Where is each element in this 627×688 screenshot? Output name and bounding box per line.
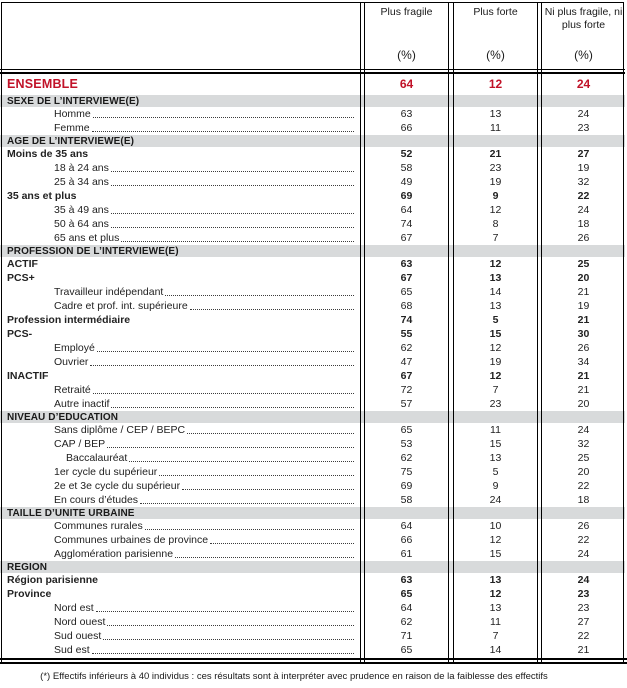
value-cell: 62	[400, 616, 413, 628]
value-cell: 24	[489, 494, 502, 506]
row-label	[0, 644, 362, 656]
row-label	[0, 574, 362, 586]
footnote: (*) Effectifs inférieurs à 40 individus : ces résultats sont à interpréter avec prudence en raison de la faiblesse des effectifs	[40, 671, 548, 682]
table-row	[0, 465, 627, 479]
value-cell: 19	[489, 356, 502, 368]
dotted-leader	[165, 295, 354, 296]
dotted-leader	[111, 227, 354, 228]
border-left-col3	[541, 2, 542, 663]
column-header-plus-forte	[451, 2, 540, 69]
value-cell: 27	[577, 616, 590, 628]
value-cell: 12	[489, 588, 502, 600]
value-cell: 30	[577, 328, 590, 340]
table-row	[0, 189, 627, 203]
table-row	[0, 493, 627, 507]
section-label: PROFESSION DE L’INTERVIEWE(E)	[7, 245, 179, 257]
section-header-row	[0, 561, 625, 573]
ensemble-value-ni-plus: 24	[576, 77, 591, 91]
row-label-text: PCS-	[7, 328, 33, 340]
row-label-text: Communes urbaines de province	[54, 534, 209, 546]
value-cell: 12	[489, 204, 502, 216]
column-label: Ni plus fragile, ni plus forte	[544, 6, 623, 32]
table-row	[0, 231, 627, 245]
value-cell: 21	[577, 370, 590, 382]
value-cell: 66	[400, 534, 413, 546]
value-cell: 49	[400, 176, 413, 188]
dotted-leader	[90, 365, 354, 366]
value-cell: 67	[400, 232, 413, 244]
ensemble-value-plus-fragile: 64	[399, 77, 414, 91]
border-left-col1	[364, 2, 365, 663]
table-row	[0, 423, 627, 437]
row-label	[0, 162, 362, 174]
value-cell: 20	[577, 398, 590, 410]
value-cell: 15	[489, 328, 502, 340]
dotted-leader	[145, 529, 354, 530]
value-cell: 12	[489, 370, 502, 382]
border-right-label-col	[360, 2, 361, 663]
row-label	[0, 480, 362, 492]
row-label-text: 35 à 49 ans	[54, 204, 109, 216]
table-row	[0, 271, 627, 285]
border-top	[1, 2, 624, 3]
dotted-leader	[93, 117, 354, 118]
value-cell: 64	[400, 520, 413, 532]
value-cell: 53	[400, 438, 413, 450]
value-cell: 7	[492, 630, 499, 642]
column-label: Plus forte	[473, 6, 518, 18]
table-row	[0, 203, 627, 217]
value-cell: 21	[489, 148, 502, 160]
border-left-col2	[453, 2, 454, 663]
ensemble-value-plus-forte: 12	[488, 77, 503, 91]
dotted-leader	[187, 433, 354, 434]
value-cell: 14	[489, 644, 502, 656]
row-label-text: 1er cycle du supérieur	[54, 466, 158, 478]
value-cell: 74	[400, 314, 413, 326]
row-label-text: Femme	[54, 122, 90, 134]
value-cell: 22	[577, 190, 590, 202]
value-cell: 12	[489, 258, 502, 270]
value-cell: 65	[400, 644, 413, 656]
value-cell: 19	[577, 300, 590, 312]
value-cell: 21	[577, 314, 590, 326]
row-label	[0, 300, 362, 312]
dotted-leader	[111, 213, 354, 214]
row-label	[0, 286, 362, 298]
value-cell: 65	[400, 424, 413, 436]
row-label-text: Ouvrier	[54, 356, 89, 368]
row-label	[0, 328, 362, 340]
value-cell: 24	[577, 108, 590, 120]
value-cell: 66	[400, 122, 413, 134]
value-cell: 57	[400, 398, 413, 410]
table-header-row	[0, 2, 627, 69]
dotted-leader	[159, 475, 354, 476]
header-sep-thick	[0, 72, 625, 74]
value-cell: 65	[400, 286, 413, 298]
bottom-line-2	[0, 662, 627, 664]
section-label: REGION	[7, 561, 48, 573]
row-label	[0, 452, 362, 464]
row-label-text: ACTIF	[7, 258, 38, 270]
value-cell: 62	[400, 342, 413, 354]
dotted-leader	[190, 309, 354, 310]
value-cell: 11	[490, 424, 501, 436]
value-cell: 67	[400, 272, 413, 284]
row-label-text: 50 à 64 ans	[54, 218, 109, 230]
row-label-text: 35 ans et plus	[7, 190, 77, 202]
row-label-text: Sud est	[54, 644, 90, 656]
value-cell: 21	[577, 286, 590, 298]
value-cell: 10	[489, 520, 502, 532]
table-row	[0, 217, 627, 231]
row-label	[0, 588, 362, 600]
value-cell: 34	[577, 356, 590, 368]
value-cell: 63	[400, 258, 413, 270]
section-label: SEXE DE L’INTERVIEWE(E)	[7, 95, 140, 107]
value-cell: 23	[489, 162, 502, 174]
table-row	[0, 175, 627, 189]
row-label	[0, 258, 362, 270]
row-label	[0, 630, 362, 642]
row-label-text: Agglomération parisienne	[54, 548, 174, 560]
value-cell: 27	[577, 148, 590, 160]
value-cell: 65	[400, 588, 413, 600]
column-header-ni-plus	[540, 2, 627, 69]
dotted-leader	[175, 557, 354, 558]
table-row	[0, 573, 627, 587]
dotted-leader	[129, 461, 354, 462]
section-label: TAILLE D’UNITE URBAINE	[7, 507, 135, 519]
value-cell: 15	[489, 438, 502, 450]
table-row	[0, 327, 627, 341]
row-label-text: Employé	[54, 342, 95, 354]
value-cell: 64	[400, 204, 413, 216]
value-cell: 63	[400, 574, 413, 586]
row-label-text: 65 ans et plus	[54, 232, 120, 244]
row-label	[0, 438, 362, 450]
value-cell: 23	[577, 588, 590, 600]
row-label	[0, 232, 362, 244]
value-cell: 5	[492, 314, 499, 326]
row-label	[0, 314, 362, 326]
value-cell: 11	[490, 122, 501, 134]
value-cell: 13	[489, 452, 502, 464]
row-label-text: PCS+	[7, 272, 35, 284]
row-label	[0, 176, 362, 188]
value-cell: 18	[577, 494, 590, 506]
value-cell: 32	[577, 438, 590, 450]
row-label-text: Sud ouest	[54, 630, 102, 642]
row-label	[0, 548, 362, 560]
header-sep-thin	[0, 69, 625, 70]
table-body	[0, 95, 627, 657]
dotted-leader	[103, 639, 354, 640]
table-row	[0, 341, 627, 355]
value-cell: 19	[577, 162, 590, 174]
row-label-text: Sans diplôme / CEP / BEPC	[54, 424, 186, 436]
row-label	[0, 534, 362, 546]
section-header-row	[0, 245, 625, 257]
row-label	[0, 148, 362, 160]
row-label	[0, 342, 362, 354]
ensemble-row	[0, 73, 627, 95]
row-label	[0, 494, 362, 506]
value-cell: 74	[400, 218, 413, 230]
value-cell: 24	[577, 574, 590, 586]
section-header-row	[0, 135, 625, 147]
value-cell: 8	[492, 218, 499, 230]
row-label-text: Nord est	[54, 602, 94, 614]
value-cell: 71	[400, 630, 413, 642]
table-row	[0, 547, 627, 561]
value-cell: 61	[400, 548, 413, 560]
value-cell: 12	[489, 342, 502, 354]
section-label: NIVEAU D’EDUCATION	[7, 411, 119, 423]
value-cell: 26	[577, 232, 590, 244]
row-label-text: Travailleur indépendant	[54, 286, 164, 298]
value-cell: 20	[577, 466, 590, 478]
border-right-col3	[623, 2, 624, 663]
table-row	[0, 121, 627, 135]
row-label-text: 25 à 34 ans	[54, 176, 109, 188]
dotted-leader	[92, 653, 354, 654]
dotted-leader	[111, 407, 354, 408]
table	[0, 2, 627, 657]
value-cell: 23	[489, 398, 502, 410]
section-label: AGE DE L’INTERVIEWE(E)	[7, 135, 135, 147]
value-cell: 26	[577, 520, 590, 532]
section-header-row	[0, 411, 625, 423]
bottom-line-1	[0, 658, 627, 660]
row-label	[0, 204, 362, 216]
value-cell: 20	[577, 272, 590, 284]
table-row	[0, 257, 627, 271]
value-cell: 23	[577, 122, 590, 134]
row-label-text: Cadre et prof. int. supérieure	[54, 300, 188, 312]
value-cell: 11	[490, 616, 501, 628]
table-row	[0, 615, 627, 629]
dotted-leader	[107, 447, 354, 448]
row-label-text: Province	[7, 588, 52, 600]
value-cell: 22	[577, 534, 590, 546]
table-row	[0, 437, 627, 451]
value-cell: 9	[492, 480, 499, 492]
dotted-leader	[121, 241, 354, 242]
value-cell: 62	[400, 452, 413, 464]
dotted-leader	[182, 489, 354, 490]
row-label-text: Autre inactif	[54, 398, 110, 410]
table-row	[0, 479, 627, 493]
value-cell: 14	[489, 286, 502, 298]
dotted-leader	[97, 351, 354, 352]
section-header-row	[0, 507, 625, 519]
table-row	[0, 643, 627, 657]
value-cell: 13	[489, 272, 502, 284]
value-cell: 13	[489, 602, 502, 614]
value-cell: 18	[577, 218, 590, 230]
row-label-text: En cours d’études	[54, 494, 139, 506]
value-cell: 21	[577, 384, 590, 396]
table-row	[0, 285, 627, 299]
row-label-text: 18 à 24 ans	[54, 162, 109, 174]
row-label-text: CAP / BEP	[54, 438, 106, 450]
row-label	[0, 272, 362, 284]
table-row	[0, 161, 627, 175]
dotted-leader	[93, 393, 354, 394]
value-cell: 24	[577, 424, 590, 436]
table-row	[0, 533, 627, 547]
row-label-text: INACTIF	[7, 370, 49, 382]
table-row	[0, 107, 627, 121]
dotted-leader	[140, 503, 354, 504]
column-unit: (%)	[397, 48, 416, 62]
row-label	[0, 356, 362, 368]
column-unit: (%)	[574, 48, 593, 62]
value-cell: 55	[400, 328, 413, 340]
row-label-text: 2e et 3e cycle du supérieur	[54, 480, 181, 492]
value-cell: 12	[489, 534, 502, 546]
row-label-text: Communes rurales	[54, 520, 143, 532]
table-row	[0, 451, 627, 465]
table-row	[0, 629, 627, 643]
column-header-plus-fragile	[362, 2, 451, 69]
value-cell: 24	[577, 204, 590, 216]
ensemble-label: ENSEMBLE	[7, 77, 79, 91]
value-cell: 26	[577, 342, 590, 354]
column-label: Plus fragile	[380, 6, 433, 18]
value-cell: 7	[492, 384, 499, 396]
row-label	[0, 602, 362, 614]
value-cell: 23	[577, 602, 590, 614]
value-cell: 13	[489, 300, 502, 312]
row-label	[0, 616, 362, 628]
dotted-leader	[210, 543, 354, 544]
dotted-leader	[92, 131, 354, 132]
value-cell: 68	[400, 300, 413, 312]
value-cell: 32	[577, 176, 590, 188]
row-label	[0, 122, 362, 134]
value-cell: 21	[577, 644, 590, 656]
value-cell: 13	[489, 574, 502, 586]
row-label-text: Région parisienne	[7, 574, 99, 586]
row-label	[0, 190, 362, 202]
value-cell: 58	[400, 162, 413, 174]
value-cell: 63	[400, 108, 413, 120]
value-cell: 22	[577, 480, 590, 492]
row-label	[0, 384, 362, 396]
table-row	[0, 299, 627, 313]
value-cell: 22	[577, 630, 590, 642]
row-label-text: Profession intermédiaire	[7, 314, 131, 326]
table-row	[0, 519, 627, 533]
header-empty-cell	[0, 2, 362, 69]
value-cell: 24	[577, 548, 590, 560]
dotted-leader	[107, 625, 354, 626]
table-row	[0, 383, 627, 397]
table-row	[0, 147, 627, 161]
table-row	[0, 601, 627, 615]
value-cell: 13	[489, 108, 502, 120]
table-row	[0, 355, 627, 369]
border-right-col1	[448, 2, 449, 663]
dotted-leader	[111, 171, 354, 172]
value-cell: 67	[400, 370, 413, 382]
value-cell: 64	[400, 602, 413, 614]
row-label	[0, 424, 362, 436]
table-row	[0, 587, 627, 601]
value-cell: 75	[400, 466, 413, 478]
row-label	[0, 108, 362, 120]
dotted-leader	[111, 185, 354, 186]
table-row	[0, 397, 627, 411]
value-cell: 72	[400, 384, 413, 396]
value-cell: 5	[492, 466, 499, 478]
value-cell: 19	[489, 176, 502, 188]
table-row	[0, 313, 627, 327]
column-unit: (%)	[486, 48, 505, 62]
table-row	[0, 369, 627, 383]
row-label-text: Baccalauréat	[66, 452, 128, 464]
value-cell: 7	[492, 232, 499, 244]
value-cell: 69	[400, 190, 413, 202]
value-cell: 9	[492, 190, 499, 202]
row-label	[0, 218, 362, 230]
row-label-text: Nord ouest	[54, 616, 106, 628]
value-cell: 69	[400, 480, 413, 492]
value-cell: 58	[400, 494, 413, 506]
value-cell: 25	[577, 258, 590, 270]
value-cell: 15	[489, 548, 502, 560]
value-cell: 47	[400, 356, 413, 368]
row-label-text: Retraité	[54, 384, 91, 396]
row-label-text: Moins de 35 ans	[7, 148, 89, 160]
border-right-col2	[537, 2, 538, 663]
row-label-text: Homme	[54, 108, 91, 120]
row-label	[0, 370, 362, 382]
row-label	[0, 466, 362, 478]
value-cell: 52	[400, 148, 413, 160]
value-cell: 25	[577, 452, 590, 464]
dotted-leader	[96, 611, 354, 612]
border-left-label-col	[1, 2, 2, 663]
section-header-row	[0, 95, 625, 107]
row-label	[0, 398, 362, 410]
row-label	[0, 520, 362, 532]
